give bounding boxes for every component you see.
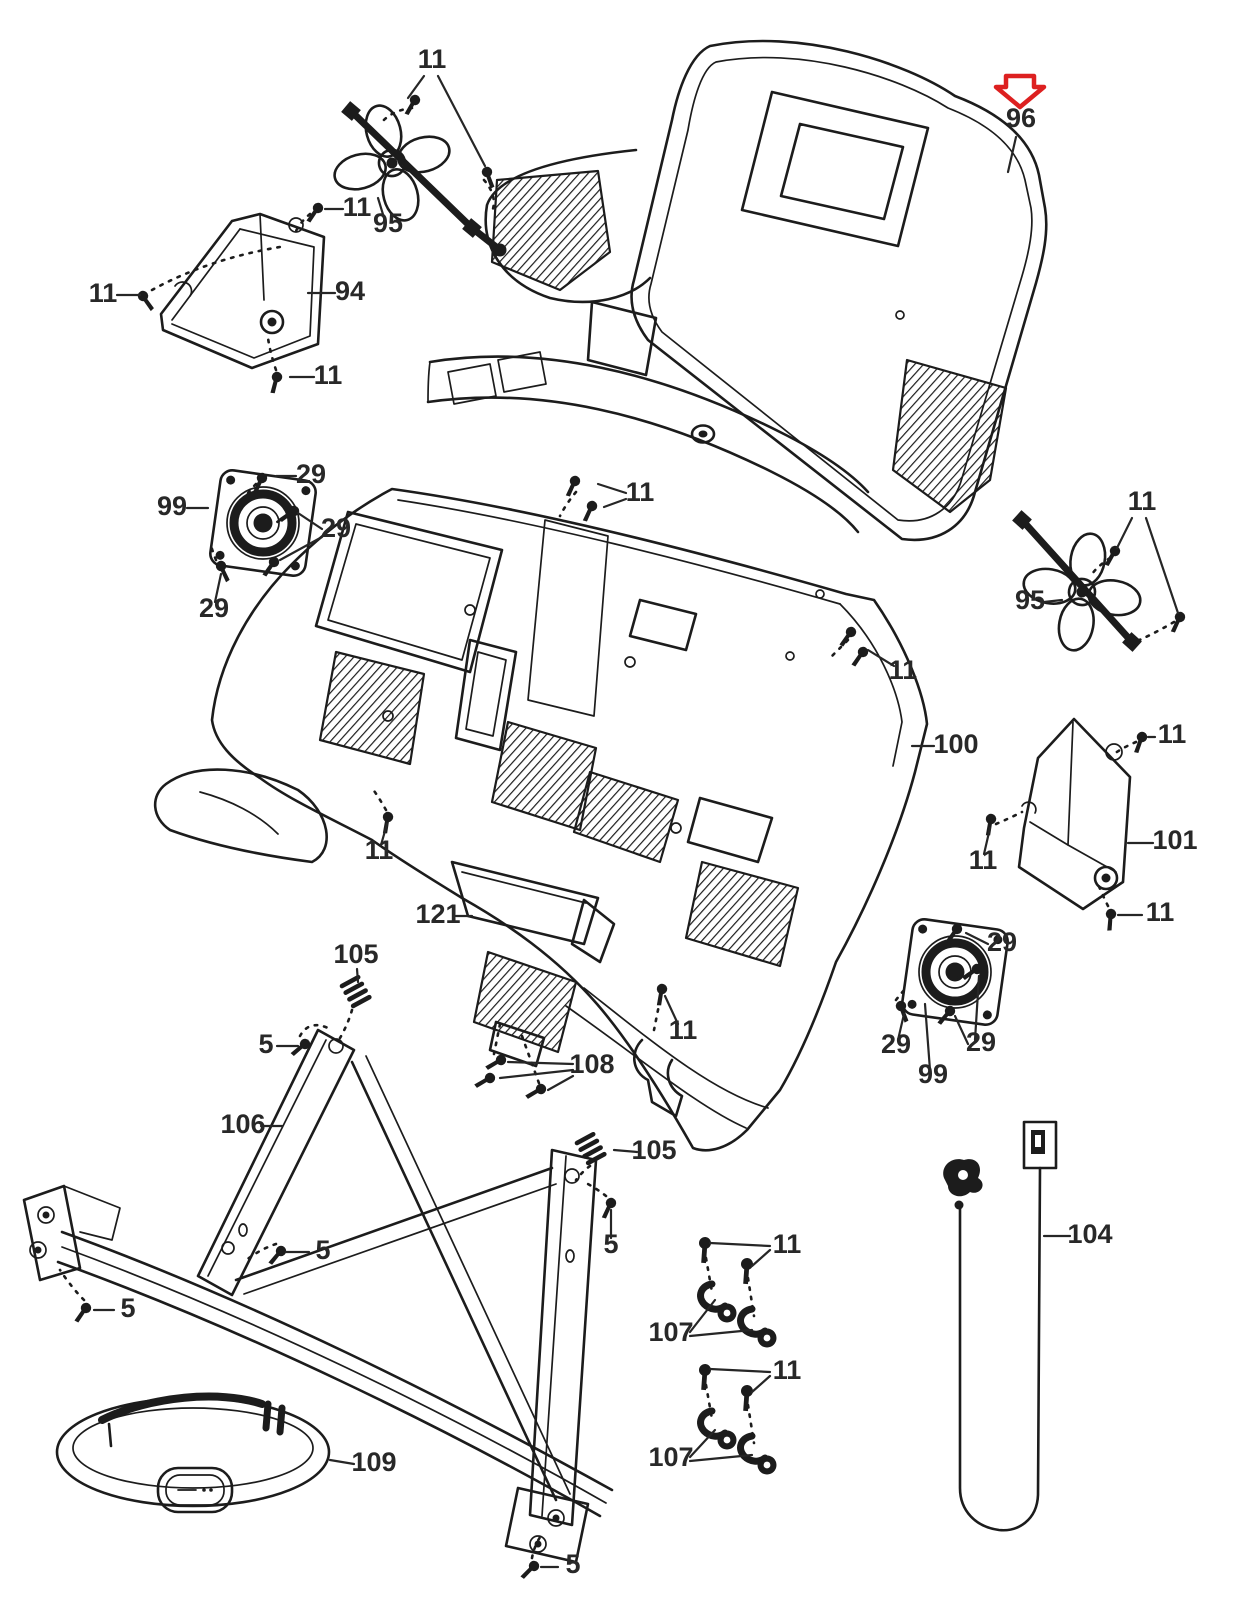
screw-icons-shape [288,1037,312,1058]
tray-right-101-shape [1106,744,1122,760]
console-top-96-shape [896,311,904,319]
part-label-11-20: 11 [364,835,394,865]
console-main-100-shape [200,792,278,834]
console-top-96-shape [781,124,903,219]
wire-104 [943,1122,1056,1530]
console-grille-lower-right [686,862,798,966]
part-label-11-5: 11 [313,360,343,390]
leader-lines-shape [710,1243,770,1246]
part-label-11-19: 11 [1145,897,1175,927]
console-top-96-shape [430,357,868,492]
part-label-29-7: 29 [295,459,327,489]
clip-groups-107-shape [740,1385,754,1412]
screw-icons-shape [1167,610,1187,634]
clip-groups-107-shape [741,1309,777,1348]
part-label-11-26: 11 [668,1015,698,1045]
console-top-96 [428,41,1046,540]
screw-icons-shape [266,370,283,394]
clip-groups-107 [698,1237,777,1475]
console-main-100-shape [786,652,794,660]
chest-strap-109-shape [280,1408,282,1432]
part-label-11-11: 11 [625,477,655,507]
screw-icons-shape [836,625,858,649]
screw-icons-shape [401,93,422,117]
leader-lines-shape [1146,518,1178,613]
part-label-11-2: 11 [342,192,372,222]
leader-lines-shape [438,76,485,166]
leader-lines-shape [408,76,424,98]
part-label-5-32: 5 [315,1235,331,1265]
part-label-99-8: 99 [156,491,188,521]
assembly-dotted-lines-shape [152,246,286,290]
console-grille-center-b [574,772,678,862]
screw-icons-shape [214,559,231,583]
assembly-dotted-lines-shape [60,1270,84,1300]
console-main-100-shape [634,1040,682,1116]
part-label-95-1: 95 [372,208,404,238]
part-label-94-4: 94 [334,276,366,306]
leader-lines-shape [690,1330,752,1336]
part-label-29-10: 29 [198,593,230,623]
frame-106-shape [566,1250,574,1262]
assembly-dotted-lines-shape [372,788,386,810]
tray-left-94 [161,214,324,368]
screw-icons-shape [303,201,325,225]
frame-106-shape [244,1184,556,1294]
part-label-104-40: 104 [1067,1219,1113,1249]
part-label-106-24: 106 [220,1109,266,1139]
console-main-100-shape [155,770,327,862]
part-label-96-6: 96 [1005,103,1037,133]
leader-lines-shape [752,1376,770,1392]
part-label-107-35: 107 [648,1317,694,1347]
frame-106-shape [553,1515,560,1522]
leader-lines-shape [357,969,358,982]
tray-right-101 [1019,719,1130,909]
leader-lines-shape [1117,518,1132,548]
console-top-96-shape [428,398,858,532]
screw-icons-shape [71,1301,93,1325]
chest-strap-109-shape [109,1424,111,1446]
bracket-121-shape [572,900,614,962]
console-grille-left [320,652,424,764]
console-main-100-shape [630,600,696,650]
clip-groups-107-shape [701,1411,737,1450]
part-label-5-34: 5 [603,1229,619,1259]
screw-icons-shape [598,1196,618,1220]
tray-right-101-shape [1030,822,1116,872]
frame-106-shape [208,1040,326,1276]
part-label-121-21: 121 [415,899,461,929]
leader-lines-shape [604,499,626,507]
part-label-5-23: 5 [258,1029,274,1059]
leader-lines-shape [710,1369,770,1372]
frame-106-shape [352,1062,556,1500]
frame-106-shape [35,1247,42,1254]
chest-strap-109-shape [209,1488,213,1492]
frame-106-shape [62,1247,606,1503]
leader-lines-shape [500,1070,573,1078]
part-label-101-18: 101 [1152,825,1198,855]
screw-icons-shape [848,645,870,669]
tray-left-94-shape [161,214,324,368]
part-label-11-16: 11 [1157,719,1187,749]
console-top-96-shape [742,92,928,246]
tray-left-94-shape [260,214,264,300]
bracket-121 [452,862,614,1066]
screw-icons-shape [379,811,395,835]
part-label-95-12: 95 [1014,585,1046,615]
console-top-96-shape [699,431,708,438]
screw-icons-shape [579,499,599,523]
clip-groups-107-shape [698,1237,712,1264]
part-label-5-41: 5 [565,1549,581,1579]
console-top-96-shape [428,362,430,402]
console-main-100-shape [465,605,475,615]
tray-right-101-shape [1102,874,1111,883]
wire-104-shape [1035,1135,1041,1147]
part-label-11-17: 11 [968,845,998,875]
springs-105-shape [341,976,370,1007]
screw-icons-shape [481,166,497,190]
frame-106-shape [239,1224,247,1236]
part-label-108-25: 108 [569,1049,615,1079]
speaker-grille-left [492,171,610,290]
assembly-dotted-lines-shape [1130,622,1174,644]
tray-left-94-shape [172,229,314,358]
console-main-100-shape [688,798,772,862]
part-label-29-28: 29 [986,927,1018,957]
console-main-100-shape [328,524,490,660]
leader-lines-shape [1044,600,1062,602]
wire-104-shape [958,1170,968,1180]
part-label-5-33: 5 [120,1293,136,1323]
speaker-grille-right [893,360,1006,512]
bracket-121-shape [462,872,586,903]
tray-right-101-shape [1068,722,1073,845]
frame-106-shape [236,1168,552,1280]
part-label-11-0: 11 [417,44,447,74]
chest-strap-109-shape [266,1404,268,1428]
part-label-29-29: 29 [965,1027,997,1057]
screw-icons-shape [562,474,582,498]
clip-groups-107-shape [740,1258,754,1285]
console-main-100-shape [625,657,635,667]
wire-104-shape [960,1168,1040,1530]
tray-left-94-shape [268,318,277,327]
clip-groups-107-shape [701,1284,737,1323]
screw-icons-shape [136,289,156,313]
part-label-11-36: 11 [772,1229,802,1259]
screw-icons-shape [523,1082,548,1101]
part-label-11-14: 11 [888,655,918,685]
wire-104-shape [955,1201,964,1210]
assembly-dotted-lines-shape [340,1010,352,1038]
fan-left-95-shape [494,244,507,257]
part-label-29-30: 29 [880,1029,912,1059]
fan-left-95 [320,91,507,257]
frame-106-shape [58,1262,600,1516]
part-label-109-39: 109 [351,1447,397,1477]
part-label-11-3: 11 [88,278,118,308]
tray-right-101-shape [1019,719,1130,909]
leader-lines-shape [752,1250,770,1266]
console-main-100-shape [671,823,681,833]
leader-lines-shape [330,1460,354,1464]
clip-groups-107-shape [698,1364,712,1391]
part-label-11-13: 11 [1127,486,1157,516]
chest-strap-109-shape [202,1488,206,1492]
tray-left-94-shape [172,229,240,320]
part-label-105-27: 105 [631,1135,677,1165]
part-label-11-38: 11 [772,1355,802,1385]
frame-106-shape [62,1232,612,1490]
part-label-100-15: 100 [933,729,979,759]
screw-icons-shape [472,1071,497,1090]
part-label-99-31: 99 [917,1059,949,1089]
part-label-105-22: 105 [333,939,379,969]
part-label-107-37: 107 [648,1442,694,1472]
screw-icons-shape [1103,908,1117,932]
chest-strap-109 [57,1397,329,1512]
springs-105-shape [576,1133,605,1164]
frame-106 [24,1030,615,1562]
leader-lines-shape [598,484,626,493]
screw-icons-shape [518,1559,542,1581]
assembly-dotted-lines-shape [268,338,276,370]
console-main-100-shape [816,590,824,598]
leader-lines-shape [508,1062,573,1064]
part-label-29-9: 29 [320,513,352,543]
console-main-100-shape [528,520,608,716]
frame-106-shape [43,1212,50,1219]
assembly-dotted-lines-shape [996,812,1022,824]
